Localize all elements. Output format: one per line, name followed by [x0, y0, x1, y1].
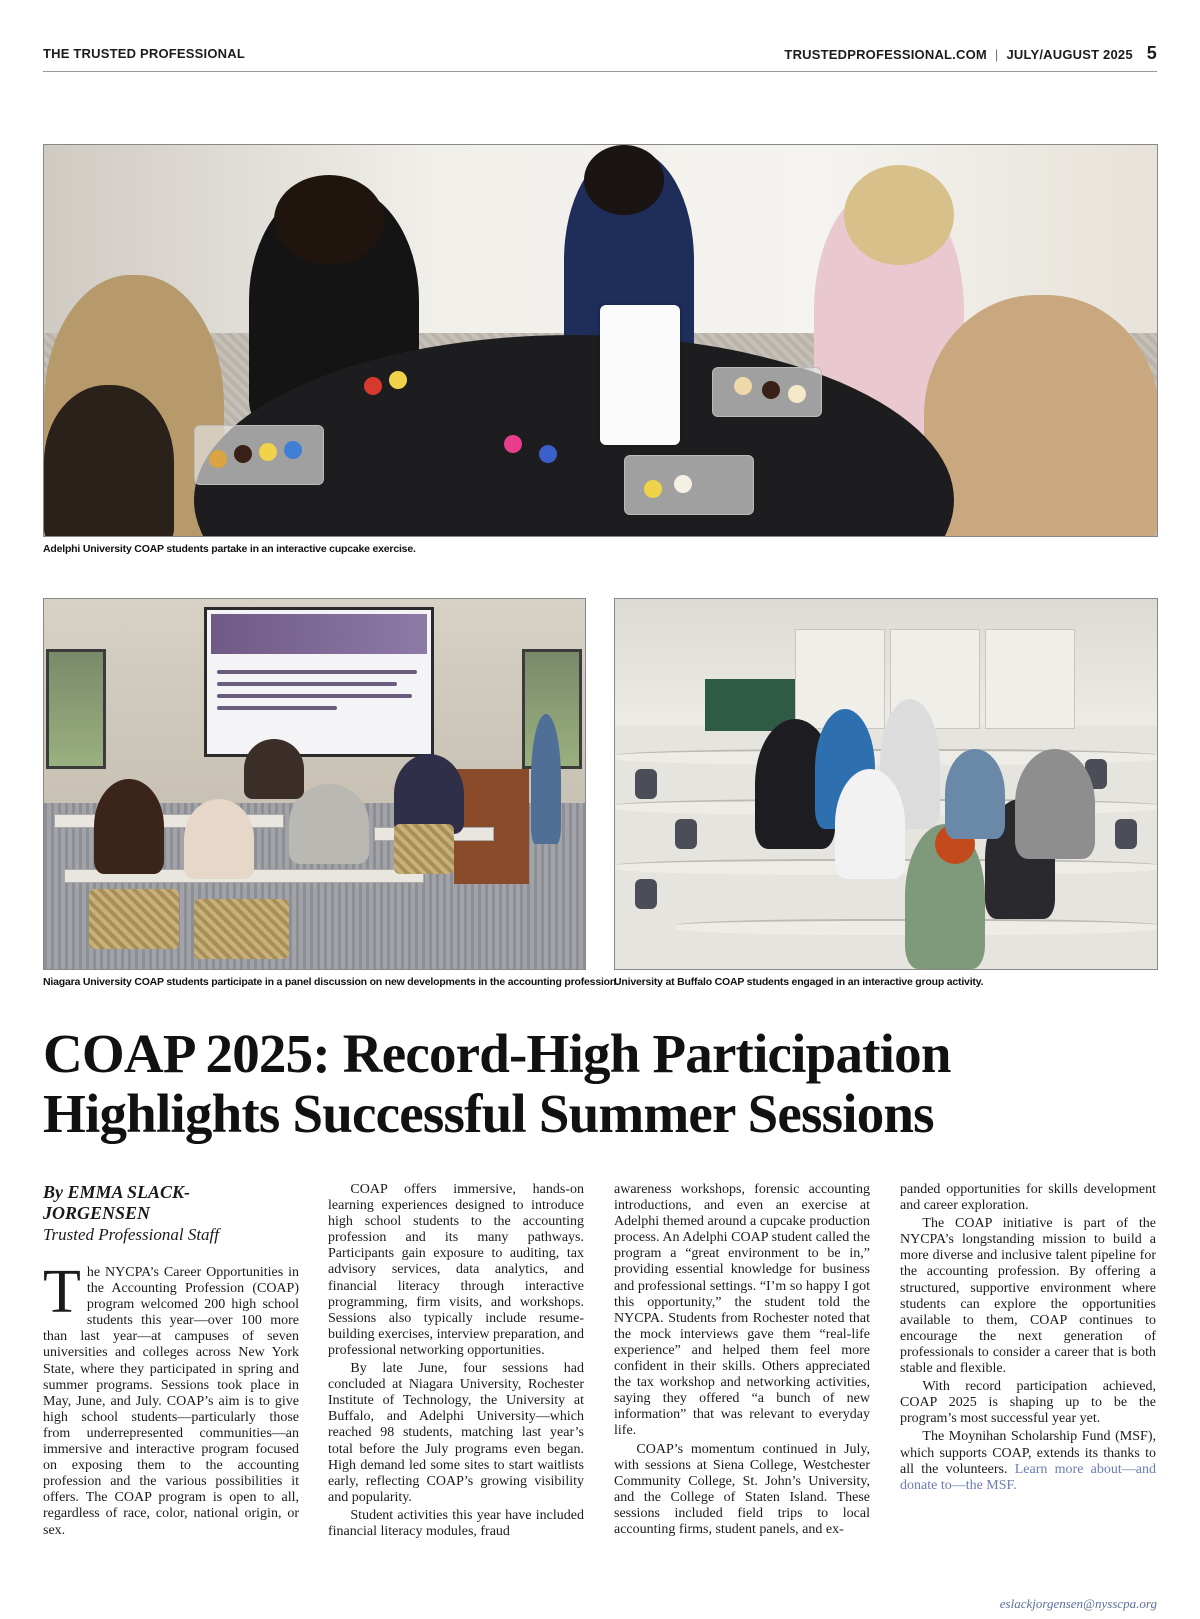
headline-line-1: COAP 2025: Record-High Participation: [43, 1023, 951, 1084]
donate-link[interactable]: Learn more about—and donate to—the MSF.: [900, 1461, 1156, 1493]
photo-chair: [89, 889, 179, 949]
photo-sprinkles: [539, 445, 557, 463]
photo-cupcake: [259, 443, 277, 461]
header-separator: |: [994, 47, 999, 62]
slide-header: [211, 614, 427, 654]
slide-text-line: [217, 694, 412, 698]
photo-seat: [635, 769, 657, 799]
paragraph: The COAP initiative is part of the NYCPA’s longstanding mission to build a more diverse and inclusive talent pipeline for the accounting profession. By offering a structured, supportive environment where students can explore the opportunities available to them, COAP continues to encourage the next generation of professionals to consider a career that is both stable and flexible.: [900, 1216, 1156, 1377]
byline-line-2: JORGENSEN: [43, 1203, 151, 1223]
photo-person: [924, 295, 1158, 537]
photo-person: [44, 385, 174, 537]
photo-cupcake: [364, 377, 382, 395]
photo-paper-towel: [600, 305, 680, 445]
photo-caption: Niagara University COAP students participate in a panel discussion on new developments in the accounting profession.: [43, 976, 619, 988]
slide-text-line: [217, 682, 397, 686]
photo-person-head: [274, 175, 384, 265]
photo-person: [244, 739, 304, 799]
photo-sprinkles: [504, 435, 522, 453]
photo-cupcake: [234, 445, 252, 463]
article-column-4: [900, 1182, 1156, 1496]
photo-caption: Adelphi University COAP students partake in an interactive cupcake exercise.: [43, 543, 416, 555]
page-header: [43, 38, 1157, 72]
author-title: Trusted Professional Staff: [43, 1225, 220, 1244]
paragraph: [900, 1429, 1156, 1493]
photo-cupcake: [209, 450, 227, 468]
paragraph: Student activities this year have included financial literacy modules, fraud: [328, 1507, 584, 1539]
author-email-link[interactable]: eslackjorgensen@nysscpa.org: [999, 1596, 1157, 1611]
photo-cupcake: [788, 385, 806, 403]
paragraph-text: The Moynihan Scholarship Fund (MSF), which supports COAP, extends its thanks to all the volunteers.: [900, 1429, 1156, 1477]
paragraph: COAP offers immersive, hands-on learning experiences designed to introduce high school students to the accounting profession and its many pathways. Participants gain exposure to auditing, tax advisory services, data analytics, and financial literacy through interactive programming, firm visits, and workshops. Sessions also typically include resume-building exercises, interview preparation, and professional networking opportunities.: [328, 1182, 584, 1358]
article-column-2: [328, 1182, 584, 1542]
photo-speaker: [531, 714, 561, 844]
photo-caption: University at Buffalo COAP students engaged in an interactive group activity.: [614, 976, 984, 988]
photo-panel-discussion: [43, 598, 586, 970]
photo-person: [1015, 749, 1095, 859]
photo-chair: [394, 824, 454, 874]
publication-name: THE TRUSTED PROFESSIONAL: [43, 46, 245, 61]
byline-line-1: By EMMA SLACK-: [43, 1182, 191, 1202]
photo-seat: [1115, 819, 1137, 849]
paragraph-text: he NYCPA’s Career Opportunities in the Accounting Profession (COAP) program welcomed 200 high school students this year—over 100 more than last year—at campuses of seven universities and colleges across New York State, where they participated in spring and summer programs. Sessions took place in May, June, and July. COAP’s aim is to give high school students—particularly those from underrepresented communities—an immersive and interactive program focused on exposing them to the accounting profession and the various possibilities it offers. The COAP program is open to all, regardless of race, color, national origin, or sex.: [43, 1265, 299, 1538]
byline: [43, 1182, 299, 1224]
drop-cap: T: [43, 1258, 81, 1326]
photo-cupcake: [389, 371, 407, 389]
photo-window: [46, 649, 106, 769]
photo-person: [394, 754, 464, 834]
photo-background-wall: [615, 599, 1157, 725]
photo-cupcake: [762, 381, 780, 399]
article-column-1: [43, 1182, 299, 1541]
paragraph: COAP’s momentum continued in July, with sessions at Siena College, Westchester Community College, St. John’s University, and the College of Staten Island. These sessions included field trips to local accounting firms, student panels, and ex-: [614, 1441, 870, 1537]
paragraph: panded opportunities for skills development and career exploration.: [900, 1182, 1156, 1214]
slide-text-line: [217, 706, 337, 710]
photo-cupcake-exercise: [43, 144, 1158, 537]
paragraph: awareness workshops, forensic accounting introductions, and even an exercise at Adelphi themed around a cupcake production process. An Adelphi COAP student called the program a “great environment to be in,” providing essential knowledge for business and professional settings. “I’m so happy I got this opportunity,” the student told the NYCPA. Students from Rochester noted that the mock interviews gave them “real-life experience” and helped them feel more confident in their skills. Others appreciated the tax workshop and networking activities, saying they offered “a bunch of new information” that was relevant to everyday life.: [614, 1182, 870, 1439]
photo-person-head: [844, 165, 954, 265]
slide-text-line: [217, 670, 417, 674]
photo-chair: [194, 899, 289, 959]
issue-date: JULY/AUGUST 2025: [1006, 47, 1133, 62]
projector-screen: [204, 607, 434, 757]
photo-group-activity: [614, 598, 1158, 970]
photo-person: [945, 749, 1005, 839]
article-column-3: [614, 1182, 870, 1540]
photo-person: [184, 799, 254, 879]
photo-person: [94, 779, 164, 874]
paragraph: With record participation achieved, COAP 2025 is shaping up to be the program’s most successful year yet.: [900, 1379, 1156, 1427]
photo-cupcake: [734, 377, 752, 395]
photo-seat: [635, 879, 657, 909]
paragraph: [43, 1258, 299, 1539]
photo-cupcake: [644, 480, 662, 498]
photo-cupcake: [284, 441, 302, 459]
photo-person: [835, 769, 905, 879]
photo-cupcake: [674, 475, 692, 493]
header-right: [784, 43, 1157, 64]
article-headline: [43, 1024, 1158, 1144]
photo-seat: [675, 819, 697, 849]
paragraph: By late June, four sessions had concluded at Niagara University, Rochester Institute of Technology, the University at Buffalo, and Adelphi University—which reached 98 students, matching last year’s total before the July programs even began. High demand led some sites to start waitlists early, reflecting COAP’s growing visibility and popularity.: [328, 1361, 584, 1505]
photo-wall-panel: [985, 629, 1075, 729]
photo-person-head: [584, 145, 664, 215]
page-number: 5: [1146, 43, 1157, 63]
headline-line-2: Highlights Successful Summer Sessions: [43, 1083, 934, 1144]
website-link[interactable]: TRUSTEDPROFESSIONAL.COM: [784, 47, 987, 62]
